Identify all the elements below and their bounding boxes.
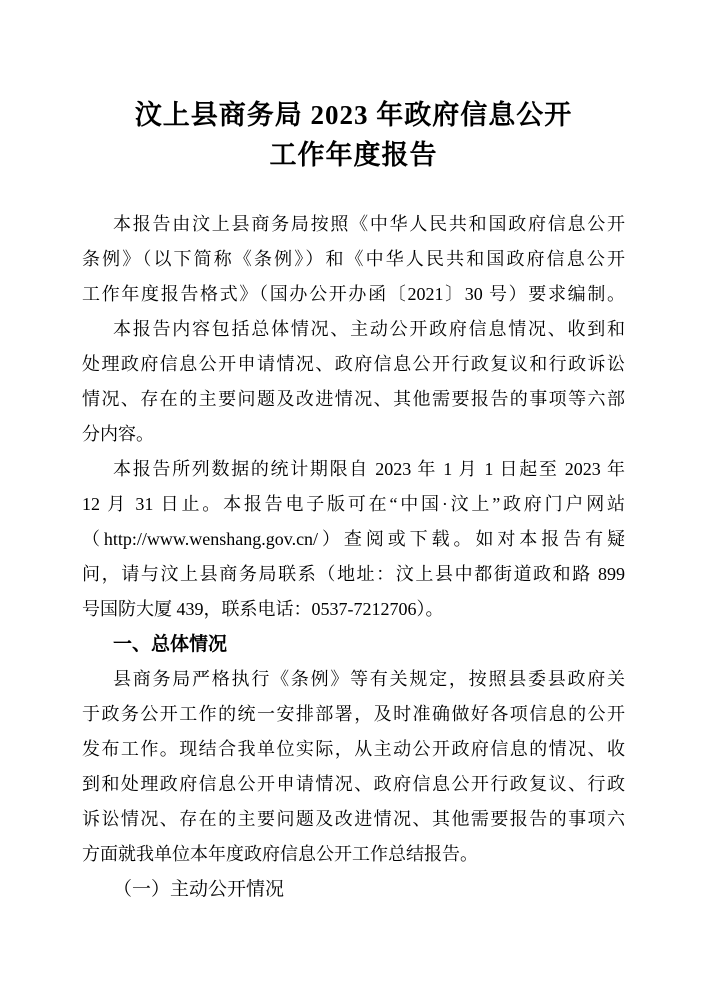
text-line: 发布工作。现结合我单位实际，从主动公开政府信息的情况、收 [82,739,625,759]
text-line: 情况、存在的主要问题及改进情况、其他需要报告的事项等六部 [82,389,625,409]
document-title [82,95,625,175]
text-line: 12 月 31 日止。本报告电子版可在“中国·汶上”政府门户网站 [82,494,625,514]
text-line: 于政务公开工作的统一安排部署，及时准确做好各项信息的公开 [82,704,625,724]
section-1-heading [82,627,625,662]
text-line: 到和处理政府信息公开申请情况、政府信息公开行政复议、行政 [82,774,625,794]
document-content [82,0,625,907]
text-line: 条例》（以下简称《条例》）和《中华人民共和国政府信息公开 [82,249,625,269]
section-heading-text: 一、总体情况 [113,634,228,655]
intro-basis-paragraph [82,207,625,312]
title-line-2: 工作年度报告 [269,140,438,170]
statistics-period-paragraph [82,452,625,627]
subsection-1-heading [82,872,625,907]
title-line-1: 汶上县商务局 2023 年政府信息公开 [134,100,573,130]
overall-situation-paragraph [82,662,625,872]
report-contents-paragraph [82,312,625,452]
text-line: 工作年度报告格式》（国办公开办函〔2021〕30 号）要求编制。 [82,284,625,304]
text-line: 方面就我单位本年度政府信息公开工作总结报告。 [82,844,478,864]
text-line: （http://www.wenshang.gov.cn/）查阅或下载。如对本报告有疑 [82,529,625,549]
subsection-heading-text: （一）主动公开情况 [113,879,285,900]
text-line: 问，请与汶上县商务局联系（地址：汶上县中都街道政和路 899 [82,564,625,584]
text-line: 县商务局严格执行《条例》等有关规定，按照县委县政府关 [113,669,625,689]
text-line: 分内容。 [82,424,154,444]
text-line: 本报告所列数据的统计期限自 2023 年 1 月 1 日起至 2023 年 [113,459,625,479]
document-body [82,207,625,907]
text-line: 诉讼情况、存在的主要问题及改进情况、其他需要报告的事项六 [82,809,625,829]
text-line: 本报告由汶上县商务局按照《中华人民共和国政府信息公开 [113,214,625,234]
text-line: 处理政府信息公开申请情况、政府信息公开行政复议和行政诉讼 [82,354,625,374]
text-line: 号国防大厦 439，联系电话：0537-7212706）。 [82,599,444,619]
text-line: 本报告内容包括总体情况、主动公开政府信息情况、收到和 [113,319,625,339]
